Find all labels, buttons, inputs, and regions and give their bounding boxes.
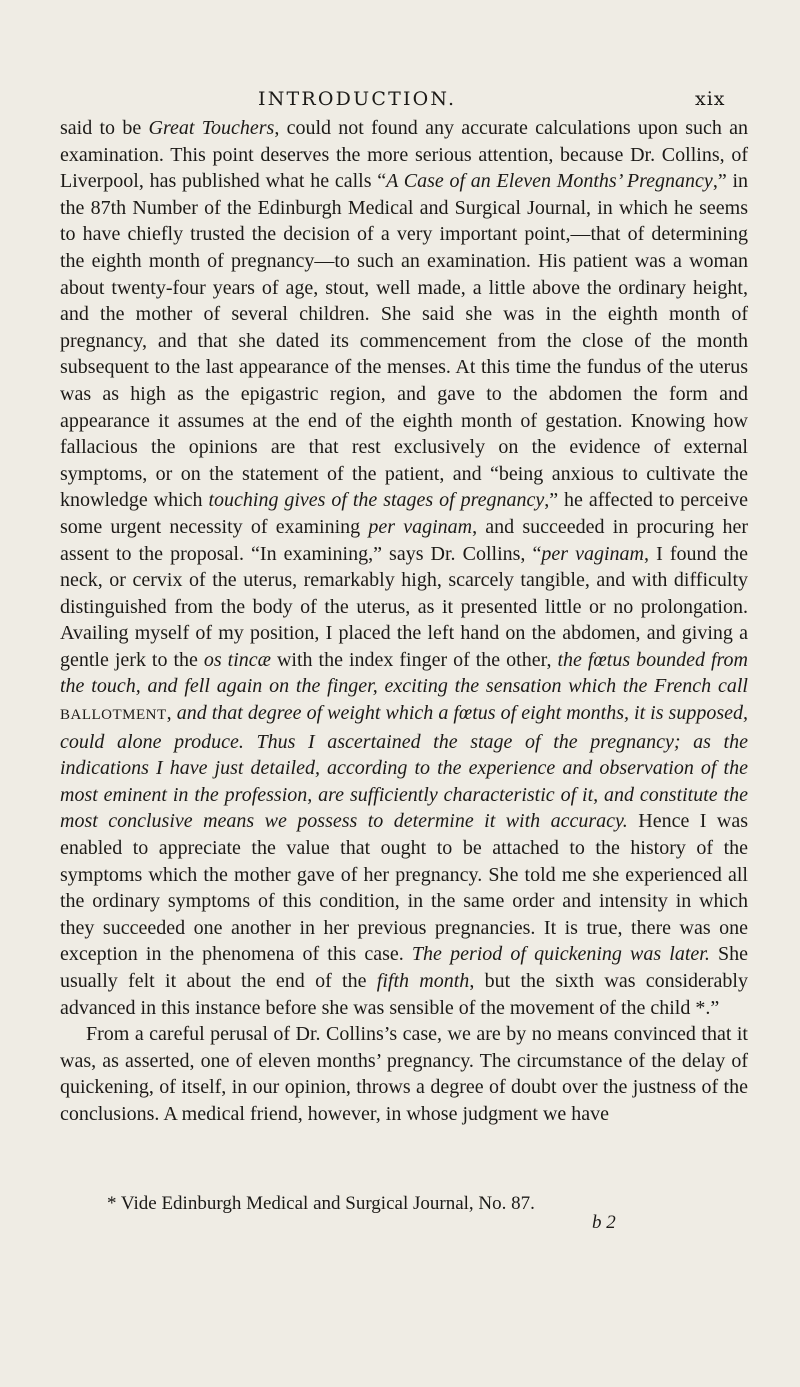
text-run: , I found the neck, or cervix of the uterus, remarkably high, scarcely tangible, and with difficulty distinguished from the body of the uterus, as it presented little or no prolongation. Availing myself of my position, I placed the left hand on the abdomen, and giving a gentle jerk to the <box>60 542 748 671</box>
text-run: , but the sixth was considerably advanced in this instance before she was sensible of the movement of the child *.” <box>60 970 748 1019</box>
italic-run: per vaginam <box>541 542 645 565</box>
italic-run: and that degree of weight which a fœtus of eight months, it is supposed, could alone produce. Thus I ascertained the stage of the pregnancy; as the indications I have just detailed, according to the experience and observation of the most eminent in the profession, are sufficiently characteristic of it, and constitute the most conclusive means we possess to determine it with accuracy. <box>60 702 748 833</box>
signature-mark: b 2 <box>592 1212 616 1233</box>
running-title: INTRODUCTION. <box>258 88 457 110</box>
text-run: , <box>166 702 177 725</box>
text-run: , could not found any accurate calculations upon such an examination. This point deserves the more serious attention, because Dr. Collins, of Liverpool, has published what he calls “ <box>60 117 749 193</box>
text-run: with the index finger of the other, <box>271 648 558 671</box>
text-run: Hence I was enabled to appreciate the value that ought to be attached to the history of the symptoms which the mother gave of her pregnancy. She told me she experienced all the ordinary symptoms of this condition, in the same order and intensity in which they succeeded one another in her previous pregnancies. It is true, there was one exception in the phenomena of this case. <box>60 810 748 966</box>
italic-run: per vaginam <box>368 515 473 538</box>
italic-run: the fœtus bounded from the touch, and fell again on the finger, exciting the sensation which the French call <box>60 648 748 698</box>
text-run: , and succeeded in procuring her assent to the proposal. “In examining,” says Dr. Collins, “ <box>60 515 749 565</box>
paragraph-1 <box>60 115 748 1021</box>
text-run: ,” in the 87th Number of the Edinburgh Medical and Surgical Journal, in which he seems to have chiefly trusted the decision of a very important point,—that of determining the eighth month of pregnancy—to such an examination. His patient was a woman about twenty-four years of age, stout, well made, a little above the ordinary height, and the mother of several children. She said she was in the eighth month of pregnancy, and that she dated its commencement from the close of the month subsequent to the last appearance of the menses. At this time the fundus of the uterus was as high as the epigastric region, and gave to the abdomen the form and appearance it assumes at the end of the eighth month of gestation. Knowing how fallacious the opinions are that rest exclusively on the evidence of external symptoms, or on the statement of the patient, and “being anxious to cultivate the knowledge which <box>60 170 749 512</box>
italic-run: The period of quickening was later. <box>411 943 710 966</box>
italic-run: A Case of an Eleven Months’ Pregnancy <box>386 170 713 193</box>
footnote: * Vide Edinburgh Medical and Surgical Journal, No. 87. <box>107 1193 535 1214</box>
paragraph-2: From a careful perusal of Dr. Collins’s case, we are by no means convinced that it was, as asserted, one of eleven months’ pregnancy. The circumstance of the delay of quickening, of itself, in our opinion, throws a degree of doubt over the justness of the conclusions. A medical friend, however, in whose judgment we have <box>60 1023 748 1125</box>
italic-run: touching gives of the stages of pregnancy <box>208 489 545 512</box>
small-caps-run: BALLOTMENT <box>60 707 167 724</box>
text-run: She usually felt it about the end of the <box>60 943 749 992</box>
italic-run: Great Touchers <box>148 117 275 139</box>
italic-run: fifth month <box>376 970 470 992</box>
italic-run: os tincæ <box>203 648 271 671</box>
body-text <box>60 115 748 1128</box>
page-number: xix <box>695 88 726 110</box>
text-run: said to be <box>60 117 149 139</box>
text-run: ,” he affected to perceive some urgent necessity of examining <box>60 489 748 538</box>
